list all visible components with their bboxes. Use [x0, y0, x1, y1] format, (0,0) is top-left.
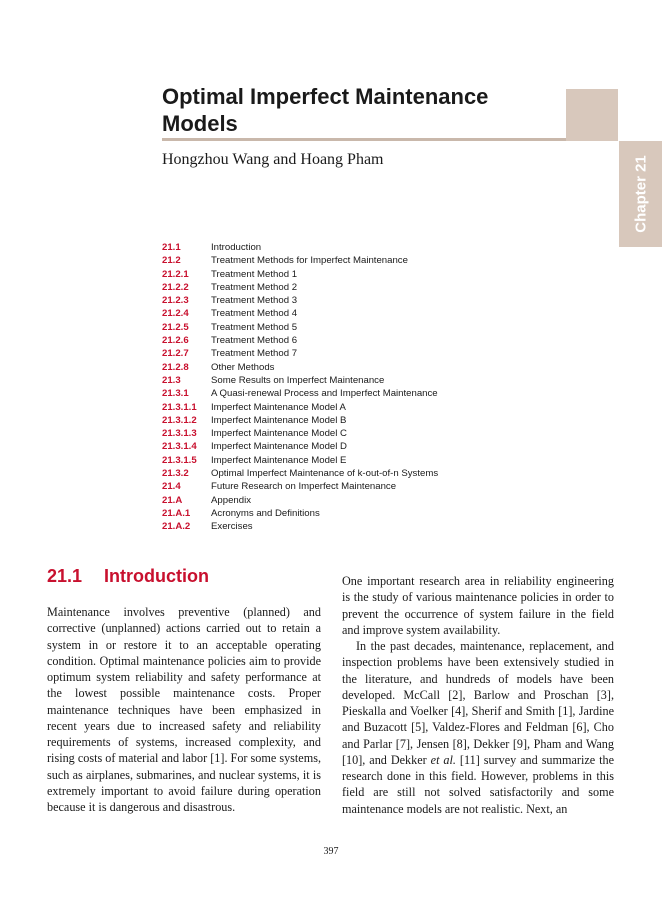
toc-entry-title: Imperfect Maintenance Model D [211, 441, 347, 453]
toc-entry-title: Imperfect Maintenance Model E [211, 454, 347, 466]
toc-entry-title: Treatment Method 6 [211, 335, 298, 347]
toc-entry-title: Some Results on Imperfect Maintenance [211, 374, 385, 386]
toc-entry-title: Optimal Imperfect Maintenance of k-out-of-n Systems [211, 468, 439, 480]
toc-entry-title: Introduction [211, 242, 262, 253]
toc-entry-number: 21.3.2 [162, 468, 189, 480]
toc-entry-number: 21.3.1.1 [162, 401, 197, 413]
toc-entry-number: 21.2 [162, 255, 181, 267]
toc-entry-title: Treatment Method 3 [211, 295, 298, 307]
authors: Hongzhou Wang and Hoang Pham [162, 151, 384, 168]
toc-entry-title: Treatment Method 4 [211, 308, 298, 320]
title-rule [162, 138, 566, 141]
toc-entry-title: Other Methods [211, 361, 275, 373]
toc-entry [162, 387, 438, 400]
body-column-left [47, 604, 321, 815]
toc-entry [162, 347, 438, 360]
body-text-fragment: [11] survey and summarize the research done in this field. However, problems in this field are still not solved satisfactorily and some maintenance models are not realistic. Next, an [342, 752, 614, 816]
toc-entry [162, 254, 438, 267]
toc-entry-number: 21.3.1.4 [162, 441, 197, 453]
section-number: 21.1 [47, 566, 83, 586]
toc-entry-number: 21.3.1.2 [162, 414, 197, 426]
toc-entry [162, 294, 438, 307]
decorative-corner-block [566, 89, 618, 141]
toc-entry-title: Treatment Methods for Imperfect Maintenance [211, 255, 408, 267]
chapter-title-line-1: Optimal Imperfect Maintenance [162, 84, 489, 109]
toc-entry [162, 268, 438, 281]
section-heading [47, 566, 209, 587]
toc-entry-number: 21.2.3 [162, 295, 189, 307]
toc-entry-number: 21.2.8 [162, 361, 189, 373]
chapter-tab-label: Chapter 21 [632, 155, 649, 233]
body-paragraph: One important research area in reliability engineering is the study of various maintenance policies in order to prevent the occurrence of system failure in the field and improve system availability. [342, 574, 614, 637]
toc-entry [162, 334, 438, 347]
toc-entry [162, 440, 438, 453]
toc-entry-title: Appendix [211, 494, 252, 506]
toc-entry [162, 494, 438, 507]
chapter-title [162, 83, 562, 137]
toc-entry-title: Treatment Method 1 [211, 268, 298, 280]
body-paragraph: Maintenance involves preventive (planned) and corrective (unplanned) actions carried out to retain a system in or restore it to an acceptable operating condition. Optimal maintenance policies aim to provide optimum system reliability and safety performance at the lowest possible maintenance costs. Proper maintenance techniques have been emphasized in recent years due to increased safety and reliability requirements of systems, increased complexity, and rising costs of material and labor [1]. For some systems, such as airplanes, submarines, and nuclear systems, it is extremely important to avoid failure during operation because it is dangerous and disastrous. [47, 605, 321, 814]
toc-entry-title: Imperfect Maintenance Model C [211, 428, 347, 440]
toc-entry-number: 21.4 [162, 481, 181, 493]
toc-entry-number: 21.3.1 [162, 388, 189, 400]
toc-entry-title: Treatment Method 2 [211, 281, 298, 293]
toc-entry [162, 520, 438, 533]
toc-entry-title: Future Research on Imperfect Maintenance [211, 481, 397, 493]
toc-entry [162, 480, 438, 493]
toc-entry-number: 21.A.1 [162, 507, 191, 519]
toc-entry-number: 21.3.1.5 [162, 454, 197, 466]
toc-entry-number: 21.A [162, 494, 183, 506]
page-number: 397 [323, 846, 339, 857]
toc-entry [162, 241, 438, 254]
toc-entry-number: 21.2.2 [162, 281, 189, 293]
toc-entry-number: 21.2.7 [162, 348, 189, 360]
toc-entry-number: 21.2.6 [162, 335, 189, 347]
body-text-italic: et al. [430, 752, 456, 767]
body-paragraph [342, 638, 614, 817]
toc-entry-title: Acronyms and Definitions [211, 507, 320, 519]
toc-entry-number: 21.2.4 [162, 308, 189, 320]
toc-entry [162, 321, 438, 334]
toc-entry [162, 401, 438, 414]
toc-entry-number: 21.3.1.3 [162, 428, 197, 440]
toc-entry [162, 454, 438, 467]
toc-entry [162, 281, 438, 294]
toc-entry-number: 21.2.5 [162, 321, 189, 333]
table-of-contents [162, 241, 438, 534]
toc-entry [162, 414, 438, 427]
toc-entry [162, 427, 438, 440]
toc-entry-number: 21.2.1 [162, 268, 189, 280]
toc-entry [162, 467, 438, 480]
toc-entry [162, 374, 438, 387]
toc-entry-number: 21.1 [162, 242, 181, 253]
toc-entry [162, 307, 438, 320]
toc-entry-title: Imperfect Maintenance Model A [211, 401, 346, 413]
chapter-title-line-2: Models [162, 111, 238, 136]
section-title: Introduction [104, 566, 209, 586]
toc-entry-title: Exercises [211, 521, 253, 533]
body-column-right [342, 573, 614, 817]
toc-entry-number: 21.3 [162, 374, 181, 386]
toc-entry-title: A Quasi-renewal Process and Imperfect Maintenance [211, 388, 438, 400]
toc-entry-title: Treatment Method 5 [211, 321, 298, 333]
toc-entry-title: Treatment Method 7 [211, 348, 298, 360]
toc-entry [162, 507, 438, 520]
toc-entry-number: 21.A.2 [162, 521, 191, 533]
body-text-fragment: In the past decades, maintenance, replacement, and inspection problems have been extensively studied in the literature, and hundreds of models have been developed. McCall [2], Barlow and Proschan [3], Pieskalla and Voelker [4], Sherif and Smith [1], Jardine and Buzacott [5], Valdez-Flores and Feldman [6], Cho and Parlar [7], Jensen [8], Dekker [9], Pham and Wang [10], and Dekker [342, 639, 614, 767]
chapter-tab [619, 141, 662, 247]
toc-entry-title: Imperfect Maintenance Model B [211, 414, 347, 426]
toc-entry [162, 361, 438, 374]
